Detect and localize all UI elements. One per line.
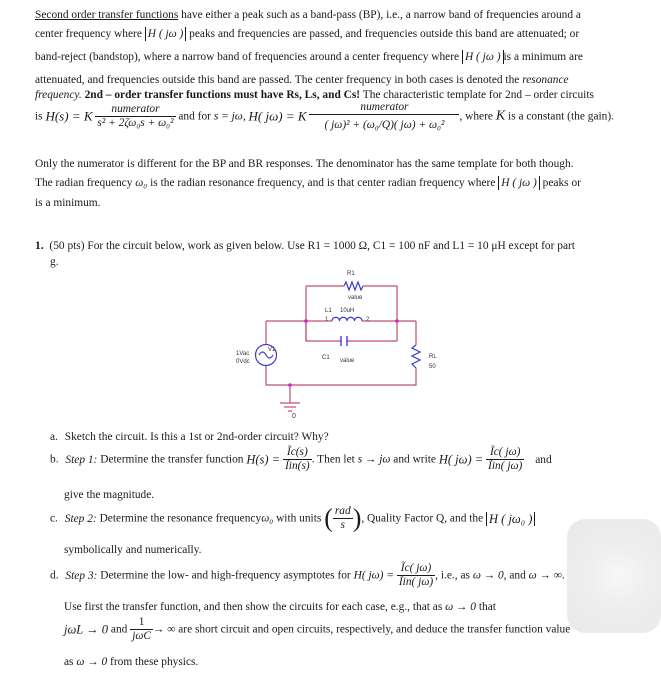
circuit-schematic (200, 268, 460, 428)
ground-symbol (280, 403, 300, 411)
template-fraction (95, 103, 175, 130)
part-text: as (64, 656, 74, 668)
rl-value: 50 (429, 364, 436, 370)
hjw-expression: H( jω) = K (248, 108, 307, 124)
circuit-nodes (288, 319, 399, 387)
intro-line-7 (35, 157, 574, 171)
part-text: and write (393, 453, 436, 466)
intro-line-5 (35, 88, 594, 102)
part-label: c. (50, 512, 58, 525)
fraction-numerator: 1 (130, 616, 153, 630)
gain-k: K (495, 108, 506, 124)
part-c (50, 505, 535, 532)
part-text: with units (276, 512, 322, 525)
fraction-numerator: numerator (95, 103, 175, 117)
part-text: , Quality Factor Q, and the (361, 512, 484, 525)
problem-text: (50 pts) For the circuit below, work as given below. Use R1 = 1000 Ω, C1 = 100 nF and L1 = 10 μH except for part (49, 240, 575, 252)
problem-text: g. (50, 256, 59, 268)
v1-dc-value: 0Vdc (236, 359, 250, 365)
fraction-denominator: ( jω)² + (ω₀/Q)( jω) + ω₀² (324, 119, 445, 131)
fraction-numerator: Ĩc(s) (283, 446, 312, 460)
intro-line-8 (35, 176, 581, 190)
r1-label: R1 (347, 271, 355, 277)
fraction-denominator: Ĩin(s) (285, 460, 310, 472)
fraction-denominator: Ĩin( jω) (398, 576, 434, 588)
ground-label: 0 (292, 413, 296, 420)
intro-text: is a minimum are (503, 51, 583, 63)
inductor-l1-symbol (332, 317, 362, 321)
fraction-numerator: Ĩc( jω) (397, 562, 435, 576)
part-text: . Then let (311, 453, 355, 466)
part-d (50, 562, 565, 589)
problem-1-line-2 (50, 255, 59, 269)
part-text: , i.e., as (435, 569, 470, 582)
node-dot (395, 319, 399, 323)
units-paren: ) (352, 503, 362, 533)
intro-text: peaks or (542, 177, 581, 189)
intro-text: is a minimum. (35, 197, 101, 209)
part-text: from these physics. (110, 656, 199, 668)
intro-text: The radian frequency (35, 177, 133, 189)
intro-line-1 (35, 8, 581, 22)
omega-zero: ω₀ (135, 177, 148, 189)
c1-label: C1 (322, 355, 330, 361)
part-text: . (561, 569, 565, 582)
asymptote-fraction (397, 562, 435, 589)
intro-line-4 (35, 73, 569, 87)
part-text: , and (503, 569, 526, 582)
s-to-jw: s → jω (357, 453, 391, 466)
l1-value: 10uH (340, 308, 355, 314)
step-label: Step 3: (65, 569, 98, 582)
capacitor-c1-symbol (341, 336, 347, 346)
v1-ac-value: 1Vac (236, 351, 250, 357)
part-d-line-2 (64, 600, 496, 614)
intro-line-9 (35, 196, 101, 210)
intro-italic-text: frequency. (35, 89, 82, 101)
fraction-numerator: rad (334, 505, 351, 517)
intro-text: and for (178, 110, 211, 123)
intro-line-6 (35, 101, 614, 132)
problem-number: 1. (35, 240, 44, 252)
node-dot (288, 383, 292, 387)
part-label: b. (50, 453, 59, 466)
magnitude-expression: H ( jω ) (498, 176, 540, 190)
step-label: Step 1: (65, 453, 98, 466)
intro-text: , where (459, 110, 493, 123)
r1-value: value (348, 295, 363, 301)
hs-expression: H(s) = (246, 452, 281, 467)
template-fraction-jw (309, 101, 459, 132)
l1-node-1: 1 (325, 317, 329, 323)
intro-text: attenuated, and frequencies outside this band are passed. The center frequency in both cases is denoted the (35, 74, 520, 86)
part-text: and (535, 453, 552, 466)
intro-line-3 (35, 50, 583, 64)
problem-1-line-1 (35, 239, 575, 253)
intro-line-2 (35, 27, 579, 41)
capacitor-impedance-fraction (130, 616, 153, 643)
omega-to-zero: ω → 0 (472, 569, 504, 582)
intro-text: have either a peak such as a band-pass (BP), i.e., a narrow band of frequencies around a (181, 9, 581, 21)
part-text: give the magnitude. (64, 489, 155, 501)
part-a (50, 430, 329, 444)
omega-zero: ω₀ (261, 512, 274, 525)
resistor-r1-symbol (344, 282, 363, 290)
step-label: Step 2: (64, 512, 97, 525)
transfer-fraction-s (283, 446, 312, 473)
intro-bold-text: 2nd – order transfer functions must have Rs, Ls, and Cs! (84, 89, 361, 101)
fraction-numerator: numerator (309, 101, 459, 115)
part-b-line-2 (64, 488, 154, 502)
intro-text: is the radian resonance frequency, and is that center radian frequency where (150, 177, 496, 189)
jwl-to-zero: jωL → 0 (64, 622, 109, 637)
part-c-line-2 (64, 543, 202, 557)
fraction-denominator: jωC (132, 630, 152, 642)
part-text: are short circuit and open circuits, respectively, and deduce the transfer function value (178, 623, 571, 636)
intro-text: is a constant (the gain). (508, 110, 614, 123)
omega-to-infinity: ω → ∞ (528, 569, 562, 582)
floating-overlay-button[interactable] (567, 519, 661, 633)
part-b (50, 446, 552, 473)
node-dot (304, 319, 308, 323)
units-fraction (333, 505, 353, 532)
part-d-line-3 (64, 616, 570, 643)
transfer-fraction-jw (486, 446, 524, 473)
intro-text: The characteristic template for 2nd – order circuits (362, 89, 594, 101)
fraction-denominator: Ĩin( jω) (488, 460, 523, 472)
part-text: that (478, 601, 496, 613)
arrow-to-infinity: → ∞ (153, 623, 176, 636)
v1-label: V1 (268, 347, 276, 353)
fraction-denominator: s² + 2ζω₀s + ω₀² (97, 117, 174, 129)
omega-to-zero: ω → 0 (76, 656, 108, 668)
hjw-expression: H( jω) = (353, 569, 394, 582)
c1-value: value (340, 358, 355, 364)
l1-node-2: 2 (366, 317, 370, 323)
intro-text: peaks and frequencies are passed, and frequencies outside this band are attenuated; or (189, 28, 580, 40)
intro-italic-text: resonance (522, 74, 569, 86)
rl-label: RL (429, 354, 437, 360)
intro-text: center frequency where (35, 28, 142, 40)
intro-heading-link-text: Second order transfer functions (35, 9, 179, 21)
wire-source-left (266, 321, 416, 385)
magnitude-expression: H ( jω ) (145, 27, 187, 41)
part-text: Determine the resonance frequency (99, 512, 262, 525)
omega-to-zero: ω → 0 (445, 601, 476, 613)
part-text: and (110, 623, 128, 636)
intro-text: band-reject (bandstop), where a narrow band of frequencies around a center frequency where (35, 51, 460, 63)
part-label: d. (50, 569, 59, 582)
part-text: symbolically and numerically. (64, 544, 202, 556)
magnitude-expression: H ( jω ) (462, 50, 504, 64)
part-text: Determine the low- and high-frequency asymptotes for (100, 569, 351, 582)
magnitude-expression: H ( jω₀ ) (486, 512, 535, 526)
hjw-expression: H( jω) = (438, 452, 484, 467)
part-text: Determine the transfer function (100, 453, 244, 466)
s-equals-jw: s = jω, (213, 110, 246, 123)
part-d-line-4 (64, 655, 198, 669)
fraction-denominator: s (340, 519, 345, 531)
intro-text: Only the numerator is different for the BP and BR responses. The denominator has the same template for both though. (35, 158, 574, 170)
wire-c1-branch (306, 321, 397, 341)
part-text: Use first the transfer function, and then show the circuits for each case, e.g., that as (64, 601, 443, 613)
fraction-numerator: Ĩc( jω) (486, 446, 524, 460)
units-paren: ( (324, 503, 333, 533)
resistor-rl-symbol (412, 345, 420, 368)
l1-label: L1 (325, 308, 332, 314)
intro-text: is (35, 110, 43, 123)
hs-expression: H(s) = K (45, 108, 93, 124)
part-label: a. (50, 431, 58, 443)
part-text: Sketch the circuit. Is this a 1st or 2nd-order circuit? Why? (64, 431, 329, 443)
